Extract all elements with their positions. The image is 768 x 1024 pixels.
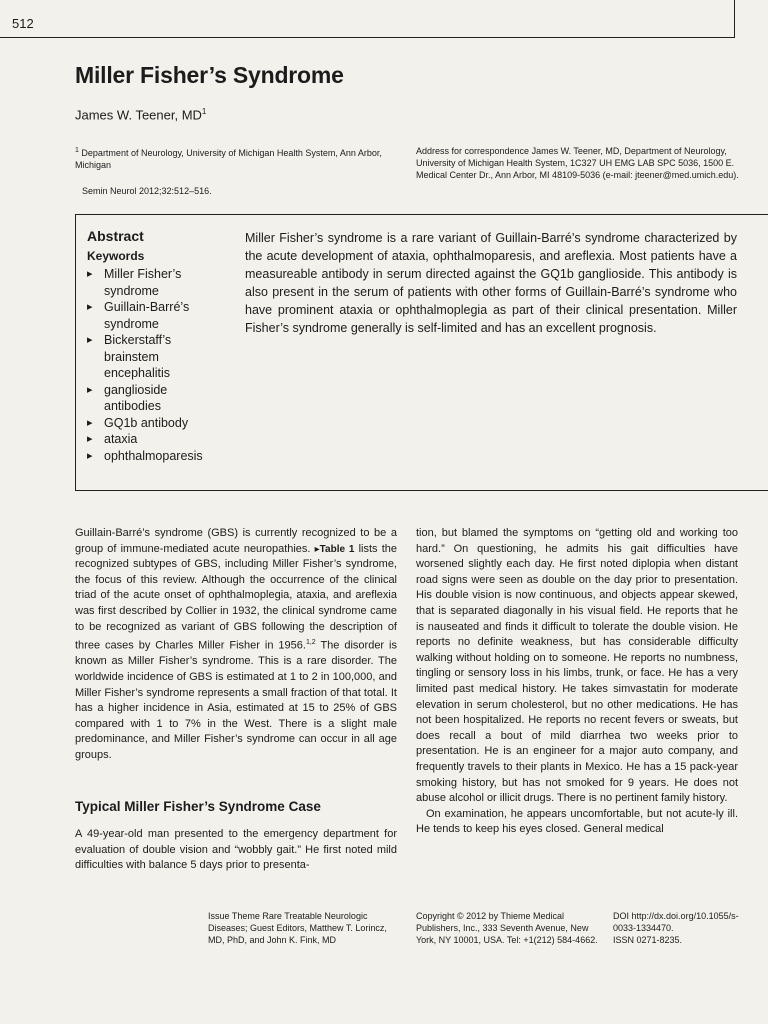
article-title: Miller Fisher’s Syndrome (75, 62, 344, 88)
issue-theme-text: Rare Treatable Neurologic Diseases; Guest Editors, Matthew T. Lorincz, MD, PhD, and John K. Fink, MD (208, 911, 387, 945)
affiliation (75, 145, 395, 171)
reference-sup[interactable]: 1,2 (305, 639, 316, 647)
table-1-link[interactable]: ▸Table 1 (314, 543, 355, 555)
examination-text: On examination, he appears uncomfortable, but not acute-ly ill. He tends to keep his eyes closed. General medical (416, 807, 738, 836)
abstract-heading: Abstract (87, 228, 144, 244)
section-heading: Typical Miller Fisher’s Syndrome Case (75, 799, 321, 814)
copyright: Copyright © 2012 by Thieme Medical Publishers, Inc., 333 Seventh Avenue, New York, NY 10001, USA. Tel: +1(212) 584-4662. (416, 911, 598, 945)
keyword-item: ▸ Guillain-Barré’s syndrome (87, 299, 227, 332)
abstract-top-rule (75, 214, 768, 215)
keyword-item: ▸ GQ1b antibody (87, 415, 227, 432)
keywords-list (87, 266, 227, 464)
page-number: 512 (12, 16, 34, 31)
keywords-heading: Keywords (87, 249, 145, 263)
right-column (416, 526, 738, 838)
abstract-bottom-rule (75, 490, 768, 491)
issue-theme (208, 910, 398, 946)
doi-link[interactable]: http://dx.doi.org/10.1055/s-0033-1334470. (613, 911, 739, 933)
author-sup: 1 (201, 107, 207, 116)
header-rule-vertical (734, 0, 735, 38)
abstract-left-rule (75, 214, 76, 491)
keyword-item: ▸ ganglioside antibodies (87, 382, 227, 415)
intro-text-b: lists the recognized subtypes of GBS, including Miller Fisher’s syndrome, the focus of this review. Although the occurrence of the clinical triad of the acute onset of ophthalmoplegia, ataxia, and areflexia was first described by Collier in 1932, the clinical syndrome came to be recognized as variant of GBS following the description of three cases by Charles Miller Fisher in 1956. (75, 542, 397, 652)
intro-paragraph (75, 526, 397, 764)
intro-text-a: Guillain-Barré’s syndrome (GBS) is currently recognized to be a group of immune-mediated acute neuropathies. (75, 527, 397, 555)
issue-theme-label: Issue Theme (208, 911, 260, 921)
keyword-item: ▸ Bickerstaff’s brainstem encephalitis (87, 332, 227, 382)
case-paragraph (75, 827, 397, 874)
case-text: A 49-year-old man presented to the emergency department for evaluation of double vision and “wobbly gait.” He first noted mild difficulties with balance 5 days prior to presenta- (75, 828, 397, 872)
keyword-item: ▸ Miller Fisher’s syndrome (87, 266, 227, 299)
correspondence: Address for correspondence James W. Teener, MD, Department of Neurology, University of Michigan Health System, 1C327 UH EMG LAB SPC 5036, 1500 E. Medical Center Dr., Ann Arbor, MI 48109-5036 (e-mail: jteener@med.umich.edu). (416, 146, 739, 180)
case-history-text: tion, but blamed the symptoms on “getting old and working too hard.” On questioning, he admits his gait difficulties have worsened slightly each day. He first noted diplopia when distant road signs were seen as double on the day prior to presentation. His double vision is now continuous, and objects appear skewed, that is separated diagonally in his visual field. He reports that he is nauseated and finds it difficult to tolerate the double vision. He reports no definite weakness, but has considerable difficulty walking without holding on to someone. He reports no numbness, tingling or sensory loss in his limbs, trunk, or face. He has a very limited past medical history. He takes simvastatin for moderate elevation in serum cholesterol, but no other medications. He has not been hospitalized. He reports no recent fevers or sweats, but does recall a bout of mild diarrhea two weeks prior to presentation. He is an engineer for a major auto company, and frequently travels to their plants in Mexico. He has a 15 pack-year smoking history, but has not smoked for 9 years. He does not abuse alcohol or illicit drugs. There is no pertinent family history. (416, 527, 738, 805)
issn: ISSN 0271-8235. (613, 935, 683, 945)
header-rule (0, 37, 735, 38)
keyword-item: ▸ ataxia (87, 431, 227, 448)
citation: Semin Neurol 2012;32:512–516. (82, 186, 212, 196)
author-name: James W. Teener, MD (75, 107, 202, 123)
keyword-item: ▸ ophthalmoparesis (87, 448, 227, 465)
doi-block (613, 910, 753, 946)
affiliation-text: Department of Neurology, University of Michigan Health System, Ann Arbor, Michigan (75, 148, 382, 170)
affiliation-sup: 1 (75, 147, 79, 154)
author-line (75, 107, 206, 122)
abstract-text: Miller Fisher’s syndrome is a rare variant of Guillain-Barré’s syndrome characterized by the acute development of ataxia, ophthalmoparesis, and areflexia. Most patients have a measureable antibody in serum directed against the GQ1b ganglioside. This antibody is also present in the serum of patients with other forms of Guillain-Barré’s syndrome who have prominent ataxia or ophthalmoplegia as part of their clinical presentation. Miller Fisher’s syndrome generally is self-limited and has an excellent prognosis. (245, 231, 737, 335)
intro-text-c: The disorder is known as Miller Fisher’s syndrome. This is a rare disorder. The worldwide incidence of GBS is estimated at 1 to 2 in 100,000, and Miller Fisher’s syndrome represents a small fraction of that total. It has a higher incidence in Asia, estimated at 15 to 25% of GBS compared with 1 to 7% in the West. There is a slight male predominance, and Miller Fisher’s syndrome can occur in all age groups. (75, 639, 397, 761)
doi-label: DOI (613, 911, 630, 921)
